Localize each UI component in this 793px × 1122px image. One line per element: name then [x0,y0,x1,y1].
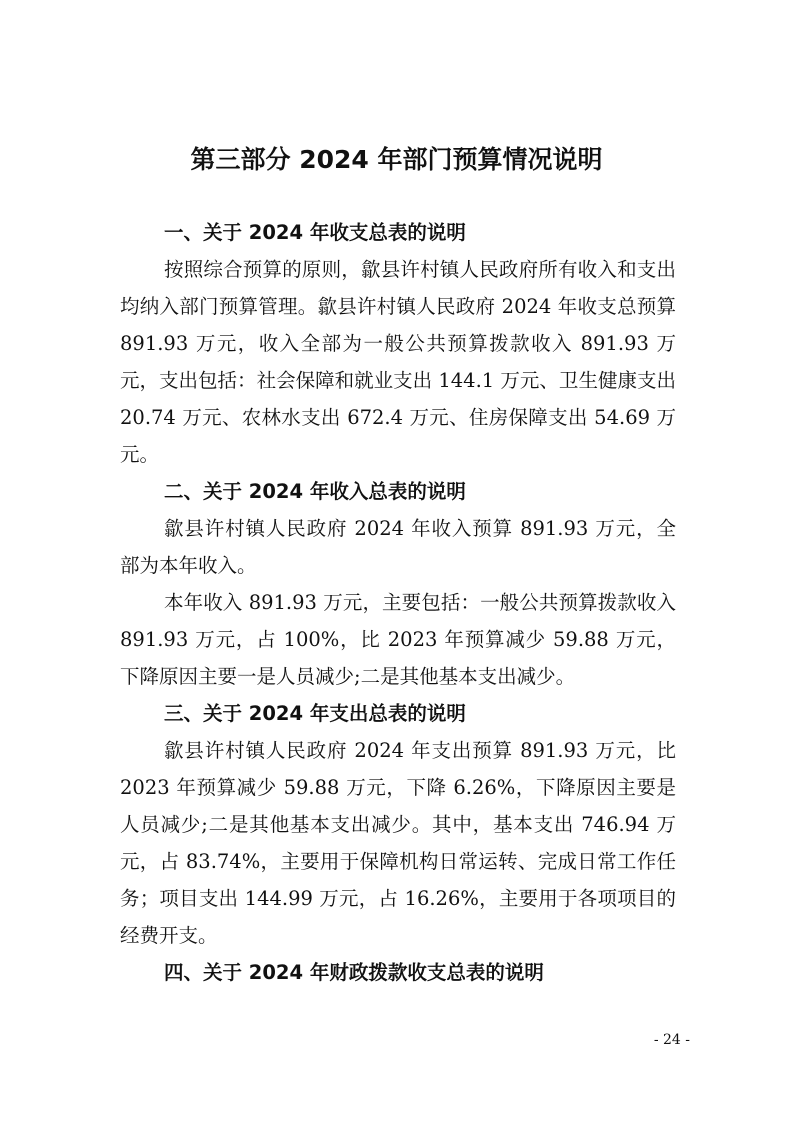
section-1-heading: 一、关于 2024 年收支总表的说明 [164,221,466,244]
document-body [120,214,676,991]
section-1-paragraph-1: 按照综合预算的原则，歙县许村镇人民政府所有收入和支出均纳入部门预算管理。歙县许村镇人民政府 2024 年收支总预算 891.93 万元，收入全部为一般公共预算拨款收入 891.93 万元，支出包括：社会保障和就业支出 144.1 万元、卫生健康支出 20.74 万元、农林水支出 672.4 万元、住房保障支出 54.69 万元。 [120,258,676,466]
section-4-heading: 四、关于 2024 年财政拨款收支总表的说明 [164,961,544,984]
section-2-paragraph-2: 本年收入 891.93 万元，主要包括：一般公共预算拨款收入 891.93 万元，占 100%，比 2023 年预算减少 59.88 万元，下降原因主要一是人员减少;二是其他基本支出减少。 [120,591,676,688]
page-title: 第三部分 2024 年部门预算情况说明 [190,145,603,174]
section-3-paragraph-1: 歙县许村镇人民政府 2024 年支出预算 891.93 万元，比 2023 年预算减少 59.88 万元，下降 6.26%，下降原因主要是人员减少;二是其他基本支出减少。其中，基本支出 746.94 万元，占 83.74%，主要用于保障机构日常运转、完成日常工作任务；项目支出 144.99 万元，占 16.26%，主要用于各项项目的经费开支。 [120,739,676,947]
section-2-paragraph-1: 歙县许村镇人民政府 2024 年收入预算 891.93 万元，全部为本年收入。 [120,517,676,577]
page-number: - 24 - [653,1032,690,1048]
section-2-heading: 二、关于 2024 年收入总表的说明 [164,480,466,503]
section-3-heading: 三、关于 2024 年支出总表的说明 [164,702,466,725]
